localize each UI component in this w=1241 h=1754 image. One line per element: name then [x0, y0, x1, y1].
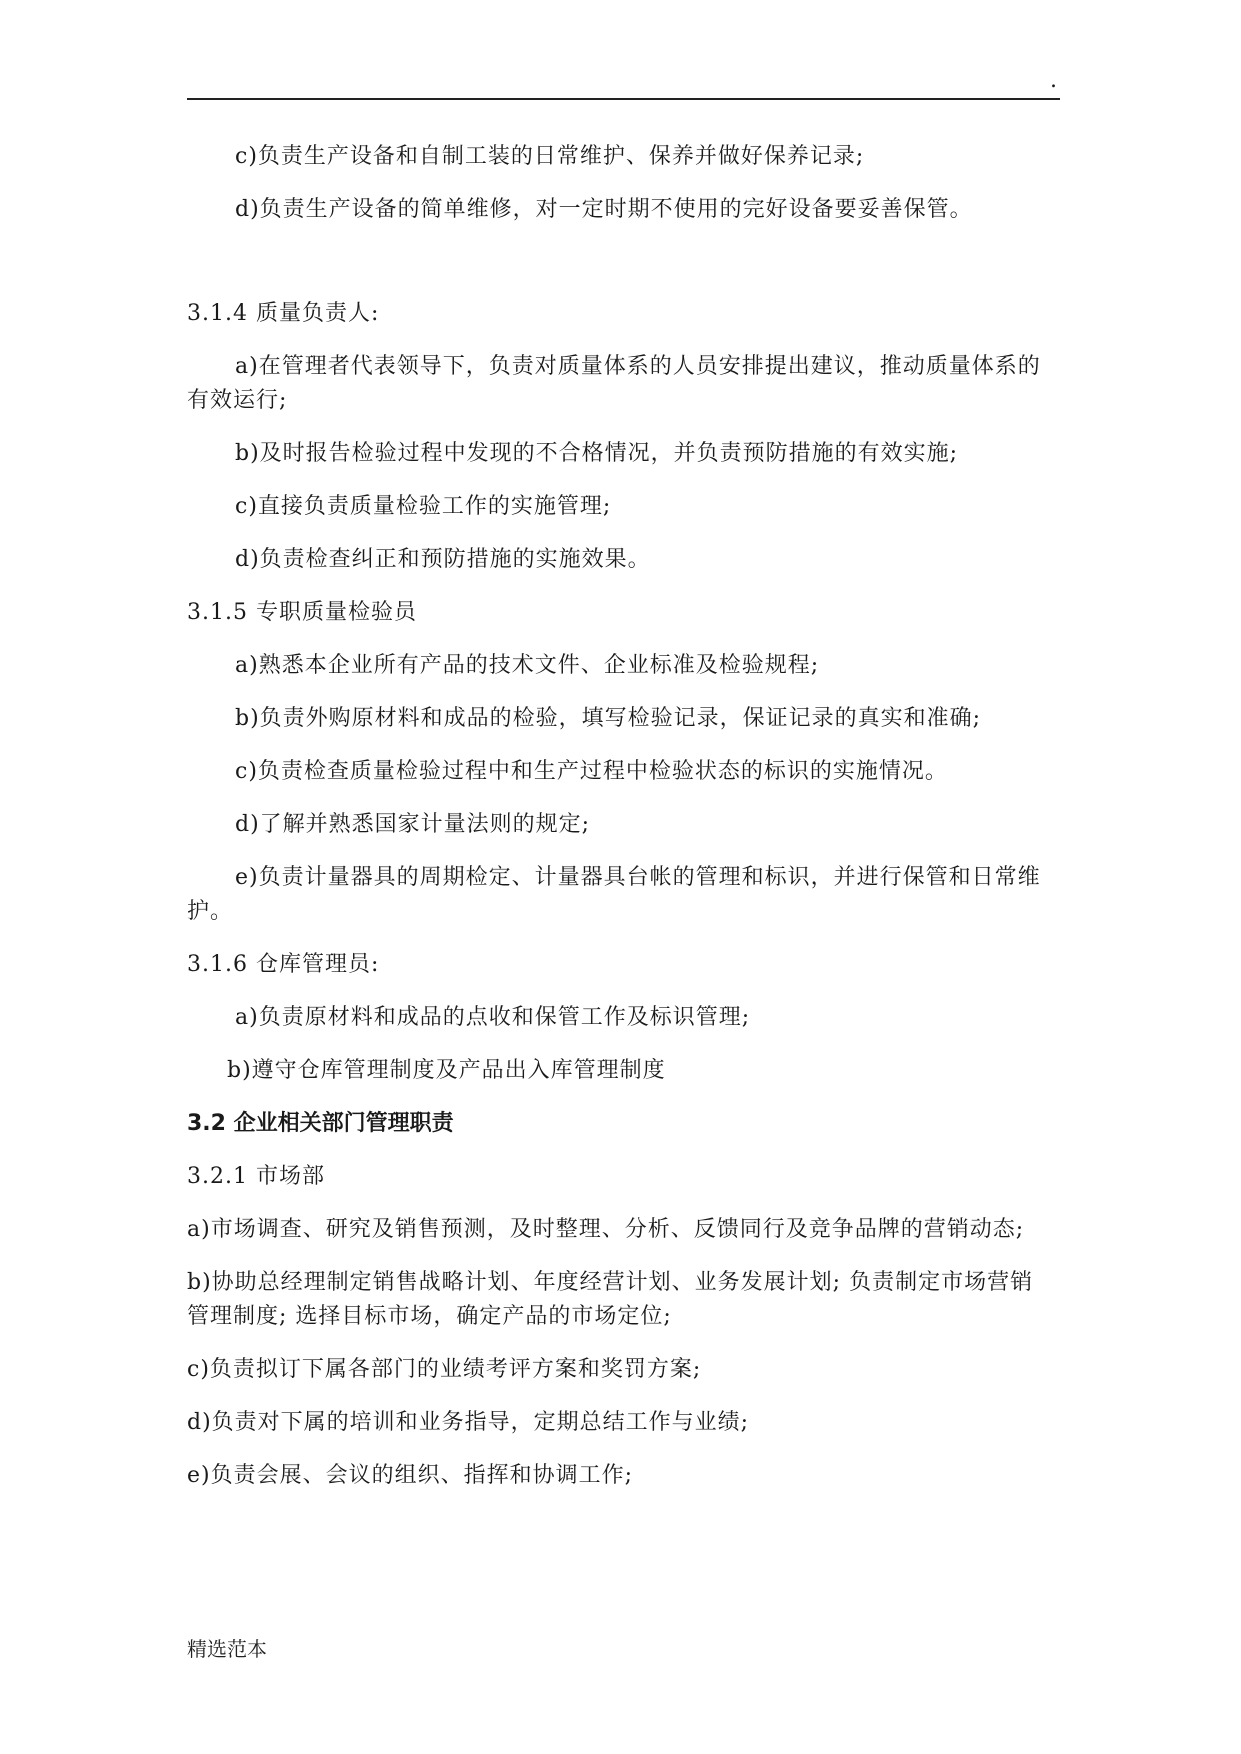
list-item: a)在管理者代表领导下，负责对质量体系的人员安排提出建议，推动质量体系的有效运行; [187, 354, 1041, 413]
list-item: b)负责外购原材料和成品的检验，填写检验记录，保证记录的真实和准确; [235, 706, 982, 731]
list-item: a)市场调查、研究及销售预测，及时整理、分析、反馈同行及竞争品牌的营销动态; [187, 1217, 1025, 1242]
section-heading-3-2: 3.2 企业相关部门管理职责 [187, 1111, 454, 1136]
list-item: b)遵守仓库管理制度及产品出入库管理制度 [227, 1058, 666, 1083]
header-rule [187, 98, 1060, 100]
footer-text: 精选范本 [187, 1637, 267, 1661]
list-item: d)负责对下属的培训和业务指导，定期总结工作与业绩; [187, 1410, 750, 1435]
list-item: c)直接负责质量检验工作的实施管理; [235, 494, 612, 519]
list-item: c)负责检查质量检验过程中和生产过程中检验状态的标识的实施情况。 [235, 759, 948, 784]
section-heading-3-1-4: 3.1.4 质量负责人: [187, 301, 380, 326]
list-item: a)负责原材料和成品的点收和保管工作及标识管理; [235, 1005, 751, 1030]
list-item: b)及时报告检验过程中发现的不合格情况，并负责预防措施的有效实施; [235, 441, 959, 466]
list-item: d)负责检查纠正和预防措施的实施效果。 [235, 547, 651, 572]
paragraph: d)负责生产设备的简单维修，对一定时期不使用的完好设备要妥善保管。 [235, 197, 973, 222]
list-item: e)负责会展、会议的组织、指挥和协调工作; [187, 1463, 634, 1488]
document-body [187, 140, 1055, 1493]
header-mark: . [1050, 68, 1057, 93]
section-heading-3-1-6: 3.1.6 仓库管理员: [187, 952, 380, 977]
section-heading-3-2-1: 3.2.1 市场部 [187, 1164, 325, 1189]
list-item: e)负责计量器具的周期检定、计量器具台帐的管理和标识，并进行保管和日常维护。 [187, 865, 1041, 924]
list-item: d)了解并熟悉国家计量法则的规定; [235, 812, 591, 837]
list-item: c)负责拟订下属各部门的业绩考评方案和奖罚方案; [187, 1357, 702, 1382]
list-item: b)协助总经理制定销售战略计划、年度经营计划、业务发展计划; 负责制定市场营销管理制度; 选择目标市场，确定产品的市场定位; [187, 1270, 1034, 1329]
section-heading-3-1-5: 3.1.5 专职质量检验员 [187, 600, 417, 625]
list-item: a)熟悉本企业所有产品的技术文件、企业标准及检验规程; [235, 653, 820, 678]
paragraph: c)负责生产设备和自制工装的日常维护、保养并做好保养记录; [235, 144, 865, 169]
